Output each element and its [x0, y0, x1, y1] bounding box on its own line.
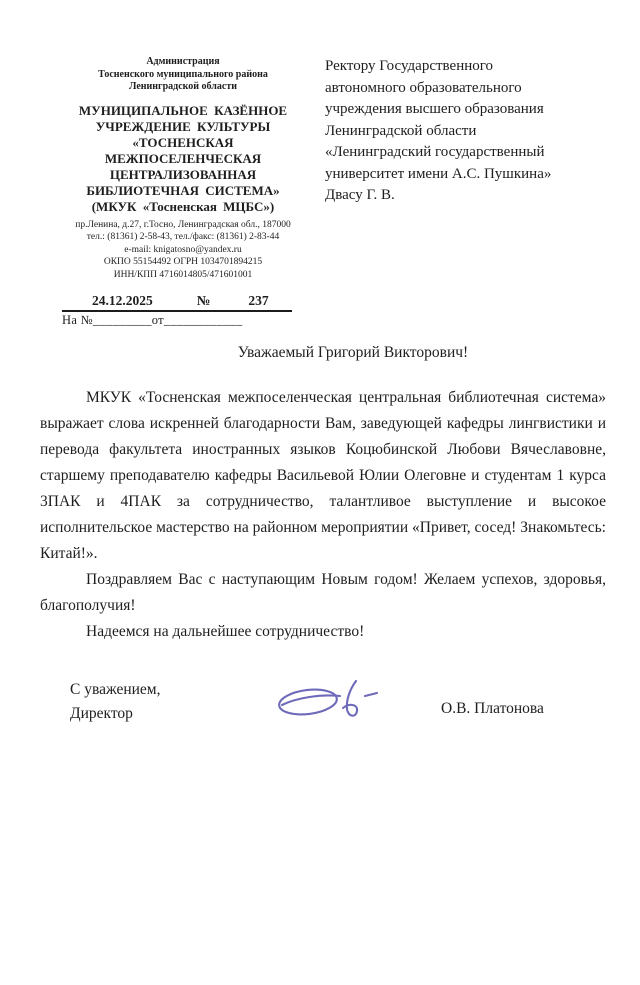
letter-number: 237 [248, 293, 269, 309]
org-name-line: «ТОСНЕНСКАЯ [132, 134, 234, 150]
reference-date-number-row [62, 293, 292, 312]
org-email: e-mail: knigatosno@yandex.ru [124, 244, 242, 255]
addressee-line: автономного образовательного [325, 79, 522, 96]
letterhead-org-name [52, 103, 314, 215]
body-paragraph: Поздравляем Вас с наступающим Новым годом! Желаем успехов, здоровья, благополучия! [40, 571, 606, 614]
org-name-line: МУНИЦИПАЛЬНОЕ КАЗЁННОЕ [78, 102, 288, 118]
signer-name: О.В. Платонова [441, 700, 544, 717]
org-address: пр.Ленина, д.27, г.Тосно, Ленинградская обл., 187000 [75, 219, 291, 230]
letterhead [52, 56, 314, 328]
letterhead-contact-block [52, 219, 314, 282]
signer-title: Директор [70, 705, 133, 722]
reply-reference-row: На №_________от____________ [62, 313, 243, 328]
org-okpo-ogrn: ОКПО 55154492 ОГРН 1034701894215 [103, 257, 263, 268]
closing-phrase: С уважением, [70, 681, 161, 698]
letter-body [40, 385, 606, 645]
org-inn-kpp: ИНН/КПП 4716014805/471601001 [113, 269, 253, 280]
addressee-line: Двасу Г. В. [325, 187, 395, 203]
admin-line: Ленинградской области [128, 81, 238, 92]
admin-line: Тосненского муниципального района [98, 68, 268, 80]
signature-closing-block [70, 678, 161, 726]
body-paragraph: МКУК «Тосненская межпоселенческая центральная библиотечная система» выражает слова искренней благодарности Вам, заведующей кафедры лингвистики и перевода факультета иностранных языков Коцюбинской Любови Вячеславовне, старшему преподавателю кафедры Васильевой Юлии Олеговне и студентам 1 курса 3ПАК и 4ПАК за сотрудничество, талантливое выступление и высокое исполнительское мастерство на районном мероприятии «Привет, сосед! Знакомьтесь: Китай!». [40, 389, 606, 562]
org-name-line: ЦЕНТРАЛИЗОВАННАЯ [109, 166, 257, 182]
body-paragraph: Надеемся на дальнейшее сотрудничество! [86, 623, 365, 640]
letter-date: 24.12.2025 [92, 293, 153, 309]
org-name-line: (МКУК «Тосненская МЦБС») [91, 198, 275, 214]
addressee-line: «Ленинградский государственный [325, 144, 545, 160]
addressee-line: учреждения высшего образования [325, 101, 544, 117]
addressee-line: Ленинградской области [325, 122, 477, 139]
org-name-line: УЧРЕЖДЕНИЕ КУЛЬТУРЫ [95, 118, 271, 134]
addressee-block [325, 56, 620, 207]
org-name-line: БИБЛИОТЕЧНАЯ СИСТЕМА» [86, 182, 280, 198]
admin-line: Администрация [146, 56, 220, 67]
addressee-line: университет имени А.С. Пушкина» [325, 165, 552, 182]
addressee-line: Ректору Государственного [325, 58, 494, 74]
org-name-line: МЕЖПОСЕЛЕНЧЕСКАЯ [104, 150, 262, 166]
salutation: Уважаемый Григорий Викторович! [237, 344, 469, 361]
letterhead-admin-block [52, 56, 314, 94]
org-phone: тел.: (81361) 2-58-43, тел./факс: (81361) 2-83-44 [86, 232, 280, 243]
handwritten-signature [268, 672, 398, 727]
number-sign: № [196, 293, 211, 309]
